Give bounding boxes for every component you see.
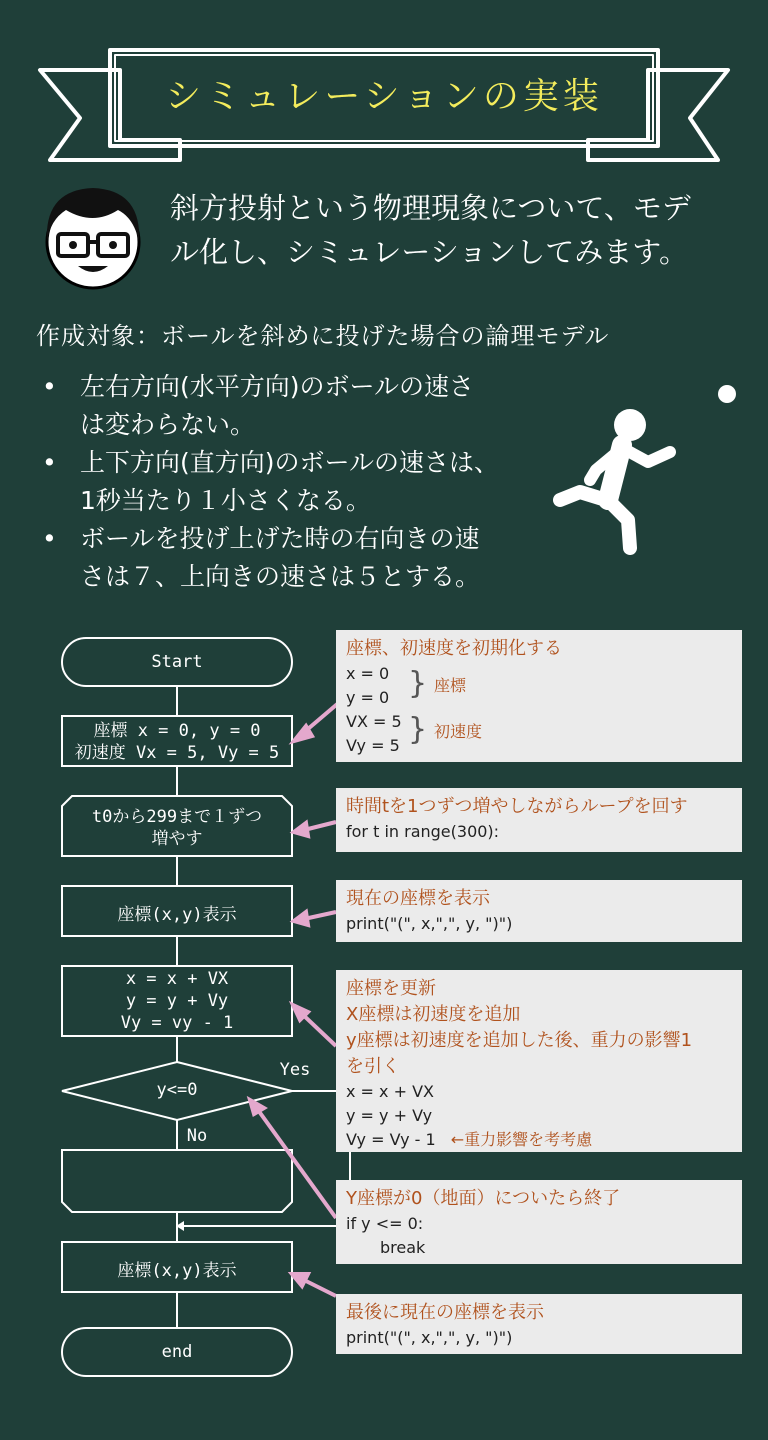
note-code: y = 0 [346,688,390,707]
note-heading: 最後に現在の座標を表示 [346,1302,544,1323]
brace-icon: } [408,666,428,701]
break-note [336,1180,742,1264]
update-line: x = x + VX [125,969,229,989]
brace-icon: } [408,712,428,747]
bullet-line: 上下方向(直方向)のボールの速さは、 [80,448,500,477]
loop-note [336,788,742,852]
update-note [336,970,742,1152]
teacher-face-icon [38,180,148,292]
note-heading: 時間tを1つずつ増やしながらループを回す [346,796,688,817]
coord-note: 座標 [434,676,467,695]
bullet-line: ボールを投げ上げた時の右向きの速 [80,524,480,553]
bullet-line: 左右方向(水平方向)のボールの速さ [80,372,475,401]
note-heading: Y座標が0（地面）についたら終了 [346,1188,621,1209]
loop-label [62,806,292,850]
page-title: シミュレーションの実装 [165,76,603,117]
velocity-note: 初速度 [434,722,483,741]
no-label: No [186,1126,208,1146]
end-label: end [161,1342,193,1362]
bullet-line: 1秒当たり１小さくなる。 [80,486,371,515]
loop-line: t0から299まで１ずつ [91,807,263,827]
note-heading: 現在の座標を表示 [346,888,490,909]
intro-line-2: ル化し、シミュレーションしてみます。 [170,235,688,269]
note-code: if y <= 0: [346,1214,424,1233]
note-code: Vy = 5 [346,736,400,755]
yes-label: Yes [279,1060,311,1080]
final-note [336,1294,742,1354]
init-note [336,630,742,762]
bullet-line: さは７、上向きの速さは５とする。 [80,562,481,591]
condition-label: y<=0 [156,1080,198,1100]
update-line: Vy = vy - 1 [120,1013,234,1033]
start-label: Start [151,652,203,672]
note-code: for t in range(300): [346,822,500,841]
gravity-note: ←重力影響を考考慮 [450,1130,593,1149]
loop-end [62,1150,292,1212]
note-heading: を引く [346,1056,400,1077]
display-label-2: 座標(x,y)表示 [117,1261,237,1281]
note-code: x = 0 [346,664,390,683]
note-heading: X座標は初速度を追加 [346,1004,521,1025]
init-label [62,720,292,764]
init-line: 初速度 Vx = 5, Vy = 5 [74,743,280,763]
note-code: y = y + Vy [346,1106,433,1125]
update-line: y = y + Vy [125,991,229,1011]
note-code: break [380,1238,426,1257]
intro-line-1: 斜方投射という物理現象について、モデ [170,191,691,225]
note-heading: 座標、初速度を初期化する [346,638,562,659]
bullet-item: • 左右方向(水平方向)のボールの速さ は変わらない。 [40,368,540,444]
note-code: print("(", x,",", y, ")") [346,1328,513,1347]
init-line: 座標 x = 0, y = 0 [93,721,261,741]
loop-line: 増やす [151,829,203,849]
note-heading: y座標は初速度を追加した後、重力の影響1 [346,1030,693,1051]
display-note [336,880,742,942]
bullet-item: • ボールを投げ上げた時の右向きの速 さは７、上向きの速さは５とする。 [40,520,540,596]
ball-icon [718,385,736,403]
note-code: VX = 5 [346,712,402,731]
note-heading: 座標を更新 [346,978,436,999]
display-label-1: 座標(x,y)表示 [117,905,237,925]
note-code: Vy = Vy - 1 [346,1130,436,1149]
update-label [62,968,292,1034]
thrower-figure-icon [540,370,750,570]
note-code: x = x + VX [346,1082,434,1101]
bullet-line: は変わらない。 [80,410,256,439]
bullet-item: • 上下方向(直方向)のボールの速さは、 1秒当たり１小さくなる。 [40,444,540,520]
target-heading: 作成対象：ボールを斜めに投げた場合の論理モデル [36,322,610,350]
bullet-list [40,368,540,596]
note-code: print("(", x,",", y, ")") [346,914,513,933]
intro-text [170,186,740,274]
